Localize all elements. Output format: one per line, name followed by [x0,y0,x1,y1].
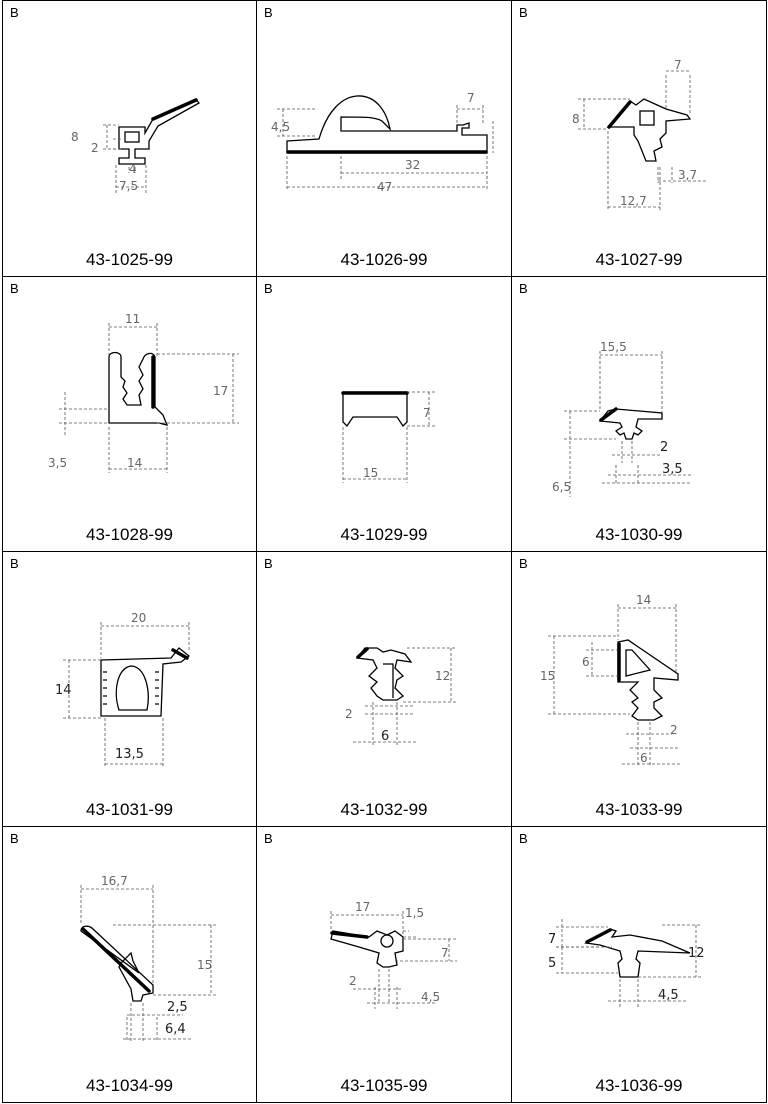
profile-cell-43-1030-99 [512,277,767,552]
dimension-label: 15,5 [600,340,627,354]
dimension-label: 15 [197,958,213,972]
dimension-label: 2 [345,707,353,721]
profile-cell-43-1028-99 [3,277,257,552]
profile-code: 43-1035-99 [340,1076,428,1095]
dimension-label: 3,7 [678,168,698,182]
profile-drawing [3,277,257,527]
cell-letter: B [10,831,19,846]
profile-cell-43-1034-99 [3,827,257,1103]
profile-cell-43-1025-99 [3,1,257,277]
profile-code: 43-1032-99 [340,800,428,819]
profile-cell-43-1031-99 [3,552,257,827]
cell-letter: B [519,5,528,20]
cell-letter: B [264,5,273,20]
profile-drawing [257,552,511,802]
dimension-label: 3,5 [48,456,68,470]
dimension-label: 2,5 [167,1000,188,1015]
dimension-label: 6,5 [552,480,572,494]
dimension-label: 15 [363,466,379,480]
dimension-label: 14 [636,593,652,607]
dimension-label: 2 [670,723,678,737]
cell-letter: B [10,281,19,296]
profile-code: 43-1036-99 [595,1076,683,1095]
profile-cell-43-1033-99 [512,552,767,827]
cell-letter: B [519,556,528,571]
dimension-label: 4 [129,162,137,176]
dimension-label: 6,4 [165,1022,186,1037]
profile-code: 43-1034-99 [86,1076,173,1095]
dimension-label: 2 [660,440,669,455]
profile-code: 43-1029-99 [340,525,428,544]
dimension-label: 4,5 [421,990,441,1004]
profile-cell-43-1026-99 [257,1,512,277]
profile-drawing [512,552,766,802]
profile-drawing [3,827,257,1077]
cell-letter: B [519,281,528,296]
profile-code: 43-1033-99 [595,800,683,819]
profile-code: 43-1031-99 [86,800,173,819]
cell-letter: B [264,556,273,571]
dimension-label: 7 [674,58,682,72]
dimension-label: 15 [540,669,556,683]
dimension-label: 17 [213,384,229,398]
dimension-label: 32 [405,158,421,172]
dimension-label: 1,5 [405,906,425,920]
dimension-label: 4,5 [658,988,679,1003]
dimension-label: 7 [423,406,431,420]
profile-cell-43-1029-99 [257,277,512,552]
dimension-label: 13,5 [115,747,144,762]
dimension-label: 14 [127,456,143,470]
dimension-label: 17 [355,900,371,914]
dimension-label: 12 [688,946,705,961]
dimension-label: 6 [381,729,390,744]
dimension-label: 8 [71,130,79,144]
cell-letter: B [264,281,273,296]
dimension-label: 7 [548,932,557,947]
dimension-label: 2 [349,974,357,988]
profile-catalog-grid [2,0,767,1103]
profile-cell-43-1027-99 [512,1,767,277]
profile-drawing [3,1,257,251]
profile-cell-43-1032-99 [257,552,512,827]
profile-cell-43-1036-99 [512,827,767,1103]
profile-cell-43-1035-99 [257,827,512,1103]
dimension-label: 4,5 [271,120,291,134]
dimension-label: 12,7 [620,194,647,208]
profile-drawing [257,827,511,1077]
profile-drawing [512,827,766,1077]
profile-drawing [512,277,766,527]
dimension-label: 47 [377,180,393,194]
profile-drawing [257,1,511,251]
dimension-label: 2 [91,141,99,155]
dimension-label: 16,7 [101,874,128,888]
cell-letter: B [519,831,528,846]
dimension-label: 20 [131,611,147,625]
dimension-label: 14 [55,683,72,698]
profile-drawing [257,277,511,527]
dimension-label: 11 [125,312,141,326]
profile-code: 43-1030-99 [595,525,683,544]
profile-code: 43-1025-99 [86,250,173,269]
dimension-label: 6 [582,655,590,669]
dimension-label: 7 [467,91,475,105]
dimension-label: 5 [548,956,557,971]
cell-letter: B [10,5,19,20]
profile-code: 43-1026-99 [340,250,428,269]
dimension-label: 12 [435,669,451,683]
dimension-label: 6 [640,751,648,765]
profile-drawing [3,552,257,802]
profile-code: 43-1027-99 [595,250,683,269]
dimension-label: 7,5 [119,179,139,193]
dimension-label: 7 [441,946,449,960]
dimension-label: 8 [572,112,580,126]
dimension-label: 3,5 [662,462,683,477]
cell-letter: B [264,831,273,846]
profile-drawing [512,1,766,251]
profile-code: 43-1028-99 [86,525,173,544]
cell-letter: B [10,556,19,571]
